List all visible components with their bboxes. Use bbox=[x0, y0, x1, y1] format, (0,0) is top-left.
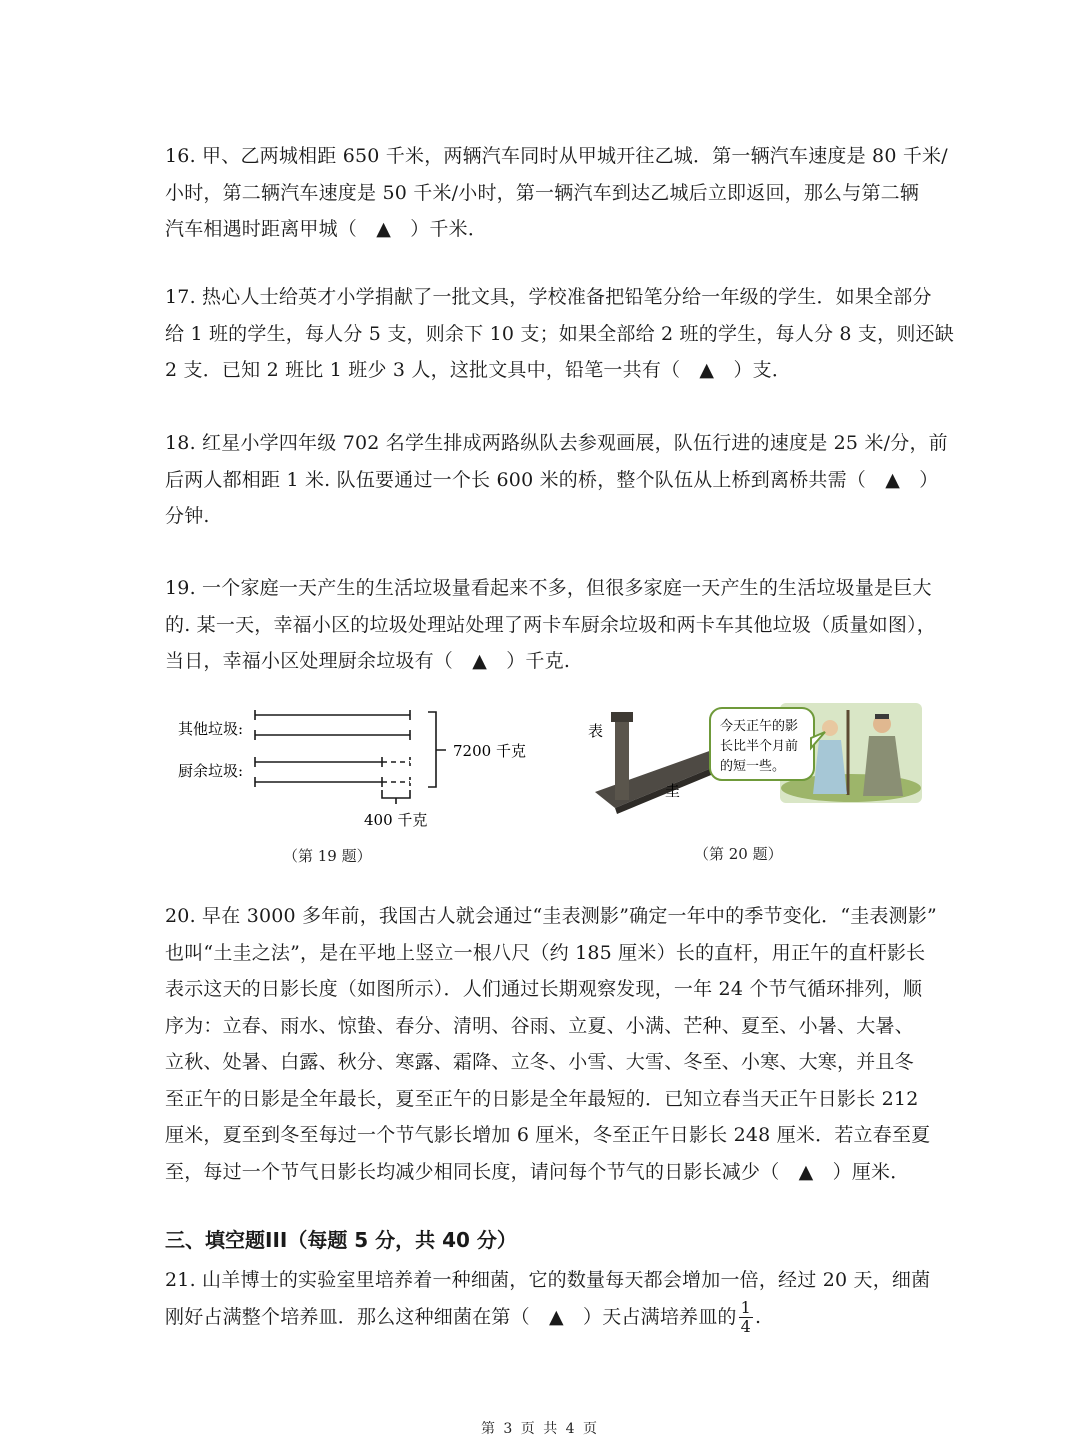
fraction-denominator: 4 bbox=[740, 1317, 752, 1336]
question-20-line: 厘米，夏至到冬至每过一个节气影长增加 6 厘米，冬至正午日影长 248 厘米．若立春至夏 bbox=[165, 1124, 931, 1146]
question-20-line: 表示这天的日影长度（如图所示）．人们通过长期观察发现，一年 24 个节气循环排列，顺 bbox=[165, 978, 923, 1000]
question-18-line: 后两人都相距 1 米. 队伍要通过一个长 600 米的桥，整个队伍从上桥到离桥共需（ ▲ ） bbox=[165, 468, 939, 491]
label-gui: 圭 bbox=[665, 782, 681, 800]
difference-label: 400 千克 bbox=[364, 811, 428, 829]
question-17-line: 2 支．已知 2 班比 1 班少 3 人，这批文具中，铅笔一共有（ ▲ ）支． bbox=[165, 359, 792, 381]
question-18-line: 分钟. bbox=[165, 505, 210, 527]
fraction-numerator: 1 bbox=[740, 1298, 752, 1317]
question-17 bbox=[165, 279, 954, 389]
question-20 bbox=[165, 898, 937, 1190]
figure-20-illustration bbox=[585, 700, 925, 825]
question-19-line: 的. 某一天，幸福小区的垃圾处理站处理了两卡车厨余垃圾和两卡车其他垃圾（质量如图）， bbox=[165, 613, 936, 636]
speech-line: 长比半个月前 bbox=[720, 739, 799, 754]
total-label: 7200 千克 bbox=[453, 742, 526, 760]
question-17-line: 17. 热心人士给英才小学捐献了一批文具，学校准备把铅笔分给一年级的学生．如果全部分 bbox=[165, 286, 932, 308]
question-19 bbox=[165, 570, 936, 680]
kitchen-waste-bars bbox=[255, 757, 410, 787]
label-biao: 表 bbox=[588, 722, 604, 740]
difference-bracket bbox=[382, 790, 410, 804]
page-footer: 第 3 页 共 4 页 bbox=[480, 1421, 600, 1437]
question-18 bbox=[165, 425, 948, 535]
figure-19-caption: （第 19 题） bbox=[283, 847, 372, 865]
question-20-line: 也叫“土圭之法”，是在平地上竖立一根八尺（约 185 厘米）长的直杆，用正午的直杆影长 bbox=[165, 941, 926, 964]
question-20-line: 至正午的日影是全年最长，夏至正午的日影是全年最短的．已知立春当天正午日影长 212 bbox=[165, 1087, 919, 1110]
question-21-line: 21. 山羊博士的实验室里培养着一种细菌，它的数量每天都会增加一倍，经过 20 天，细菌 bbox=[165, 1269, 931, 1291]
question-21-line bbox=[165, 1299, 917, 1337]
section-3-title: 三、填空题III（每题 5 分，共 40 分） bbox=[165, 1228, 517, 1252]
speech-line: 今天正午的影 bbox=[720, 719, 799, 734]
question-18-line: 18. 红星小学四年级 702 名学生排成两路纵队去参观画展，队伍行进的速度是 25 米/分，前 bbox=[165, 432, 948, 454]
question-19-line: 当日，幸福小区处理厨余垃圾有（ ▲ ）千克. bbox=[165, 650, 571, 672]
question-21-end: . bbox=[755, 1305, 762, 1328]
label-other-waste: 其他垃圾: bbox=[178, 720, 244, 738]
question-16-line: 16. 甲、乙两城相距 650 千米，两辆汽车同时从甲城开往乙城．第一辆汽车速度是 80 千米/ bbox=[165, 145, 948, 167]
question-21 bbox=[165, 1262, 931, 1336]
question-21-text: 刚好占满整个培养皿．那么这种细菌在第（ ▲ ）天占满培养皿的 bbox=[165, 1305, 737, 1328]
question-20-line: 序为：立春、雨水、惊蛰、春分、清明、谷雨、立夏、小满、芒种、夏至、小暑、大暑、 bbox=[165, 1014, 914, 1037]
figure-19-diagram bbox=[170, 700, 540, 850]
figure-20-caption: （第 20 题） bbox=[694, 845, 783, 863]
total-bracket bbox=[428, 712, 446, 787]
label-kitchen-waste: 厨余垃圾: bbox=[178, 762, 244, 780]
question-16-line: 小时，第二辆汽车速度是 50 千米/小时，第一辆汽车到达乙城后立即返回，那么与第二辆 bbox=[165, 181, 920, 204]
question-17-line: 给 1 班的学生，每人分 5 支，则余下 10 支；如果全部给 2 班的学生，每人分 8 支，则还缺 bbox=[165, 322, 954, 345]
speech-line: 的短一些。 bbox=[720, 759, 786, 774]
biao-pole-icon bbox=[615, 718, 629, 800]
question-19-line: 19. 一个家庭一天产生的生活垃圾量看起来不多，但很多家庭一天产生的生活垃圾量是巨大 bbox=[165, 577, 932, 599]
question-20-line: 20. 早在 3000 多年前，我国古人就会通过“圭表测影”确定一年中的季节变化．“圭表测影” bbox=[165, 905, 937, 927]
other-waste-bars bbox=[255, 710, 410, 740]
question-20-line: 立秋、处暑、白露、秋分、寒露、霜降、立冬、小雪、大雪、冬至、小寒、大寒，并且冬 bbox=[165, 1051, 914, 1073]
question-16-line: 汽车相遇时距离甲城（ ▲ ）千米． bbox=[165, 218, 488, 240]
question-20-line: 至，每过一个节气日影长均减少相同长度，请问每个节气的日影长减少（ ▲ ）厘米． bbox=[165, 1160, 910, 1183]
fraction bbox=[739, 1299, 753, 1336]
question-16 bbox=[165, 138, 948, 248]
